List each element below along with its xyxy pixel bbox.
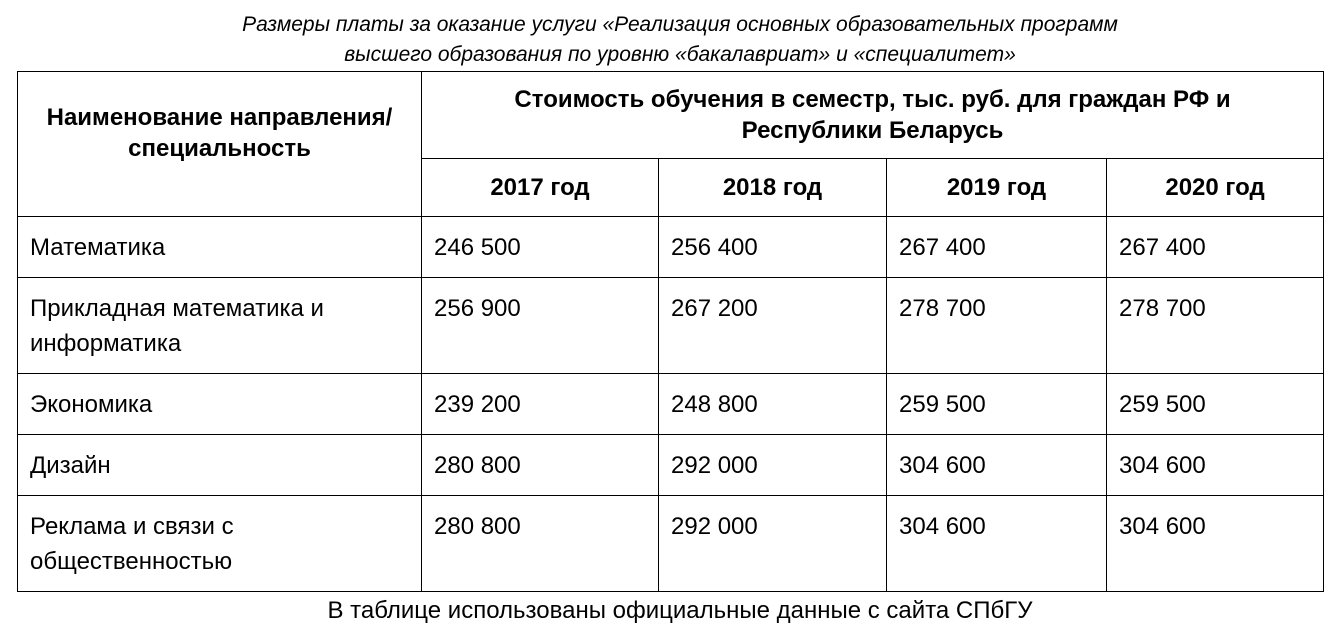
table-row — [18, 278, 1324, 374]
direction-name: Математика — [18, 217, 422, 278]
fee-cell: 292 000 — [659, 435, 887, 496]
fee-cell: 248 800 — [659, 374, 887, 435]
header-year: 2017 год — [422, 159, 659, 217]
fee-cell: 304 600 — [887, 435, 1107, 496]
fee-cell: 259 500 — [1107, 374, 1324, 435]
direction-name: Дизайн — [18, 435, 422, 496]
direction-name: Прикладная математика и информатика — [18, 278, 422, 374]
direction-name: Реклама и связи с общественностью — [18, 496, 422, 592]
fee-cell: 246 500 — [422, 217, 659, 278]
fee-cell: 304 600 — [1107, 496, 1324, 592]
fee-cell: 278 700 — [887, 278, 1107, 374]
caption-line-2: высшего образования по уровню «бакалавриат» и «специалитет» — [344, 43, 1016, 66]
fee-cell: 280 800 — [422, 496, 659, 592]
fee-cell: 239 200 — [422, 374, 659, 435]
header-cost: Стоимость обучения в семестр, тыс. руб. для граждан РФ и Республики Беларусь — [422, 72, 1324, 159]
fee-cell: 292 000 — [659, 496, 887, 592]
source-note: В таблице использованы официальные данные с сайта СПбГУ — [327, 597, 1033, 624]
caption-line-1: Размеры платы за оказание услуги «Реализация основных образовательных программ — [242, 13, 1118, 36]
table-caption — [0, 10, 1340, 70]
fee-cell: 256 400 — [659, 217, 887, 278]
fees-table — [17, 71, 1324, 592]
header-year: 2018 год — [659, 159, 887, 217]
fee-cell: 267 400 — [1107, 217, 1324, 278]
fee-cell: 256 900 — [422, 278, 659, 374]
table-row — [18, 217, 1324, 278]
header-year: 2020 год — [1107, 159, 1324, 217]
table-row — [18, 496, 1324, 592]
fee-cell: 304 600 — [1107, 435, 1324, 496]
header-direction: Наименование направления/специальность — [18, 72, 422, 217]
table-row — [18, 435, 1324, 496]
fee-cell: 280 800 — [422, 435, 659, 496]
fee-cell: 267 400 — [887, 217, 1107, 278]
header-year: 2019 год — [887, 159, 1107, 217]
fee-cell: 304 600 — [887, 496, 1107, 592]
fee-cell: 267 200 — [659, 278, 887, 374]
table-row — [18, 374, 1324, 435]
fee-cell: 278 700 — [1107, 278, 1324, 374]
header-row-main — [18, 72, 1324, 159]
fee-cell: 259 500 — [887, 374, 1107, 435]
direction-name: Экономика — [18, 374, 422, 435]
